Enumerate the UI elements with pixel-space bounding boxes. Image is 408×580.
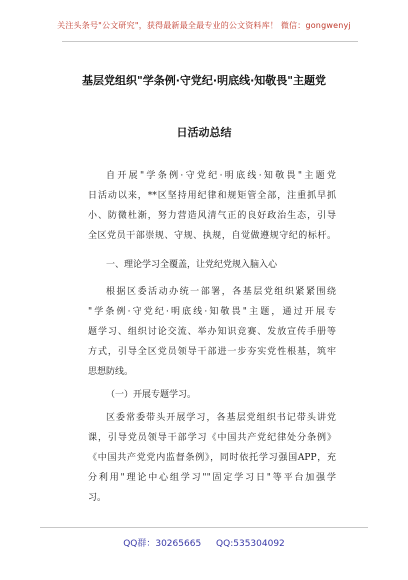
paragraph-line: 课，引导党员领导干部学习《中国共产党纪律处分条例》	[88, 433, 336, 443]
paragraph-line: 区委常委带头开展学习，各基层党组织书记带头讲党	[106, 413, 336, 423]
paragraph-line: 全区党员干部崇规、守规、执规，自觉做遵规守纪的标杆。	[88, 231, 336, 241]
paragraph-line: 小、防微杜渐，努力营造风清气正的良好政治生态，引导	[88, 211, 336, 221]
paragraph-line: 分利用"理论中心组学习""固定学习日"等平台加强学	[88, 473, 336, 483]
paragraph-line: 习。	[88, 493, 107, 503]
header-divider	[62, 41, 358, 42]
paragraph-line: 方式，引导全区党员领导干部进一步夯实党性根基，筑牢	[88, 347, 336, 357]
paragraph-line: 《中国共产党党内监督条例》，同时依托学习强国APP，充	[88, 453, 336, 463]
paragraph-line: 自开展"学条例·守党纪·明底线·知敬畏"主题党	[106, 171, 336, 181]
document-title: 基层党组织"学条例·守党纪·明底线·知敬畏"主题党	[82, 74, 326, 87]
header-banner: 关注头条号"公文研究"，获得最新最全最专业的公文资料库！ 微信：gongwenyj	[57, 21, 351, 30]
subsection1-heading: （一）开展专题学习。	[106, 390, 197, 400]
intro-paragraph	[88, 166, 336, 246]
subsection1-paragraph	[88, 408, 336, 508]
footer-divider	[40, 527, 368, 528]
section1-heading: 一、理论学习全覆盖，让党纪党规入脑入心	[106, 260, 278, 270]
paragraph-line: "学条例·守党纪·明底线·知敬畏"主题，通过开展专	[88, 307, 336, 317]
footer-qq-group: QQ群：30265665	[123, 539, 202, 549]
paragraph-line: 题学习、组织讨论交流、举办知识竞赛、发放宣传手册等	[88, 327, 336, 337]
section1-paragraph	[88, 282, 336, 382]
paragraph-line: 根据区委活动办统一部署，各基层党组织紧紧围绕	[106, 287, 336, 297]
section-heading	[88, 255, 336, 275]
footer-qq-number: QQ:535304092	[216, 539, 285, 549]
footer-contacts	[0, 536, 408, 549]
subsection-heading	[88, 385, 336, 405]
document-subtitle: 日活动总结	[176, 126, 232, 139]
paragraph-line: 思想防线。	[88, 367, 134, 377]
paragraph-line: 日活动以来，**区坚持用纪律和规矩管全部，注重抓早抓	[88, 191, 336, 201]
